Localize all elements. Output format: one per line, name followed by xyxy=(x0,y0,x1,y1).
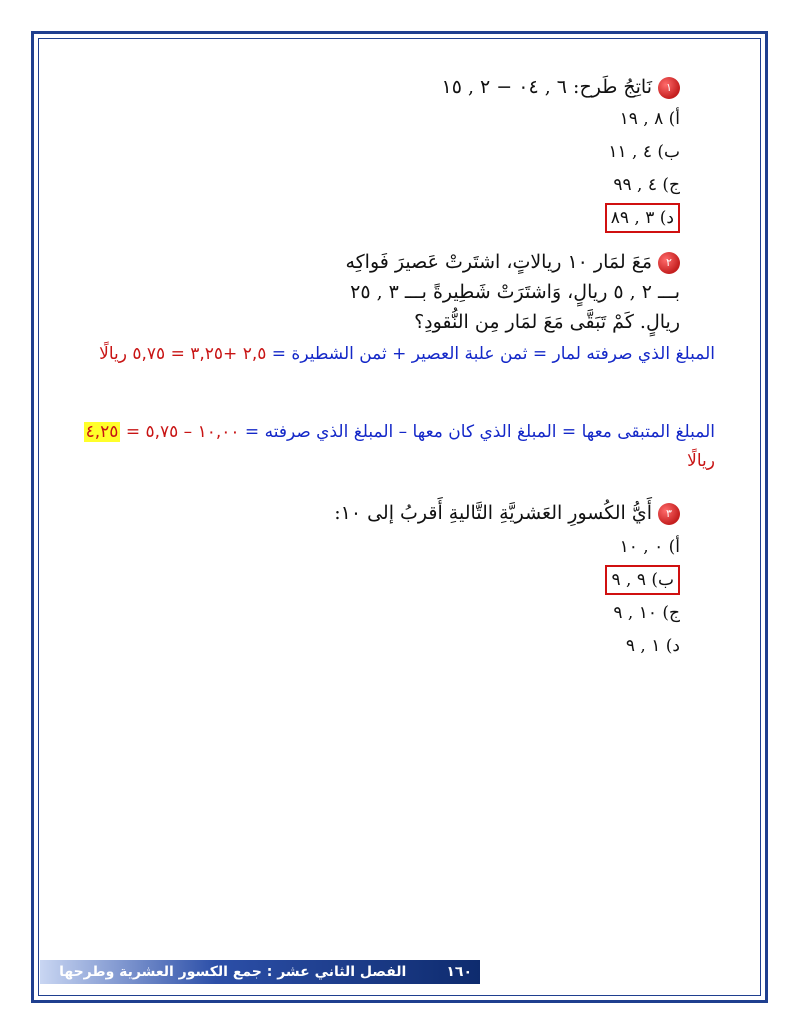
correct-answer-box: د) ٣ , ٨٩ xyxy=(605,203,680,233)
question-text: أَيُّ الكُسورِ العَشريَّةِ التَّاليةِ أَقربُ إلى ١٠: xyxy=(334,502,652,524)
option-b-correct[interactable] xyxy=(480,564,680,597)
question-line-1: ٢مَعَ لمَار ١٠ ريالاتٍ، اشتَرتْ عَصيرَ فَواكِه xyxy=(160,247,680,277)
page-number: ١٦٠ xyxy=(446,964,472,980)
answer-step-1: المبلغ الذي صرفته لمار = ثمن علبة العصير + ثمن الشطيرة = ٢,٥ +٣,٢٥ = ٥,٧٥ ريالًا xyxy=(99,344,715,364)
question-line-3: ريالٍ. كَمْ تَبَقَّى مَعَ لمَار مِن النُّقودِ؟ xyxy=(414,311,680,333)
question-text: نَاتِجُ طَرح: ٦ , ٠٤ − ٢ , ١٥ xyxy=(441,76,652,98)
option-a[interactable]: أ) ٠ , ١٠ xyxy=(619,537,680,557)
option-a[interactable]: أ) ٨ , ١٩ xyxy=(619,109,680,129)
question-number-badge: ٢ xyxy=(658,252,680,274)
question-2 xyxy=(160,247,680,337)
question-line-2: بـــ ٢ , ٥ ريالٍ، وَاشتَرَتْ شَطِيرةً بـــ ٣ , ٢٥ xyxy=(350,281,680,303)
question-number-badge: ١ xyxy=(658,77,680,99)
question-1-options xyxy=(480,103,680,235)
answer-step-2: المبلغ المتبقى معها = المبلغ الذي كان معها – المبلغ الذي صرفته = ١٠,٠٠ – ٥,٧٥ = ٤,٢٥ ريالًا xyxy=(85,422,715,471)
option-b[interactable]: ب) ٤ , ١١ xyxy=(608,142,680,162)
chapter-footer xyxy=(40,960,480,984)
question-3-options xyxy=(480,531,680,663)
option-c[interactable]: ج) ٤ , ٩٩ xyxy=(613,175,680,195)
question-3 xyxy=(160,500,680,526)
option-c[interactable]: ج) ١٠ , ٩ xyxy=(613,603,680,623)
question-1 xyxy=(160,74,680,100)
question-number-badge: ٣ xyxy=(658,503,680,525)
option-d-correct[interactable] xyxy=(480,202,680,235)
option-d[interactable]: د) ١ , ٩ xyxy=(625,636,680,656)
final-answer-highlight: ٤,٢٥ xyxy=(85,422,119,442)
chapter-title: الفصل الثاني عشر : جمع الكسور العشرية وطرحها xyxy=(59,964,407,980)
correct-answer-box: ب) ٩ , ٩ xyxy=(605,565,680,595)
